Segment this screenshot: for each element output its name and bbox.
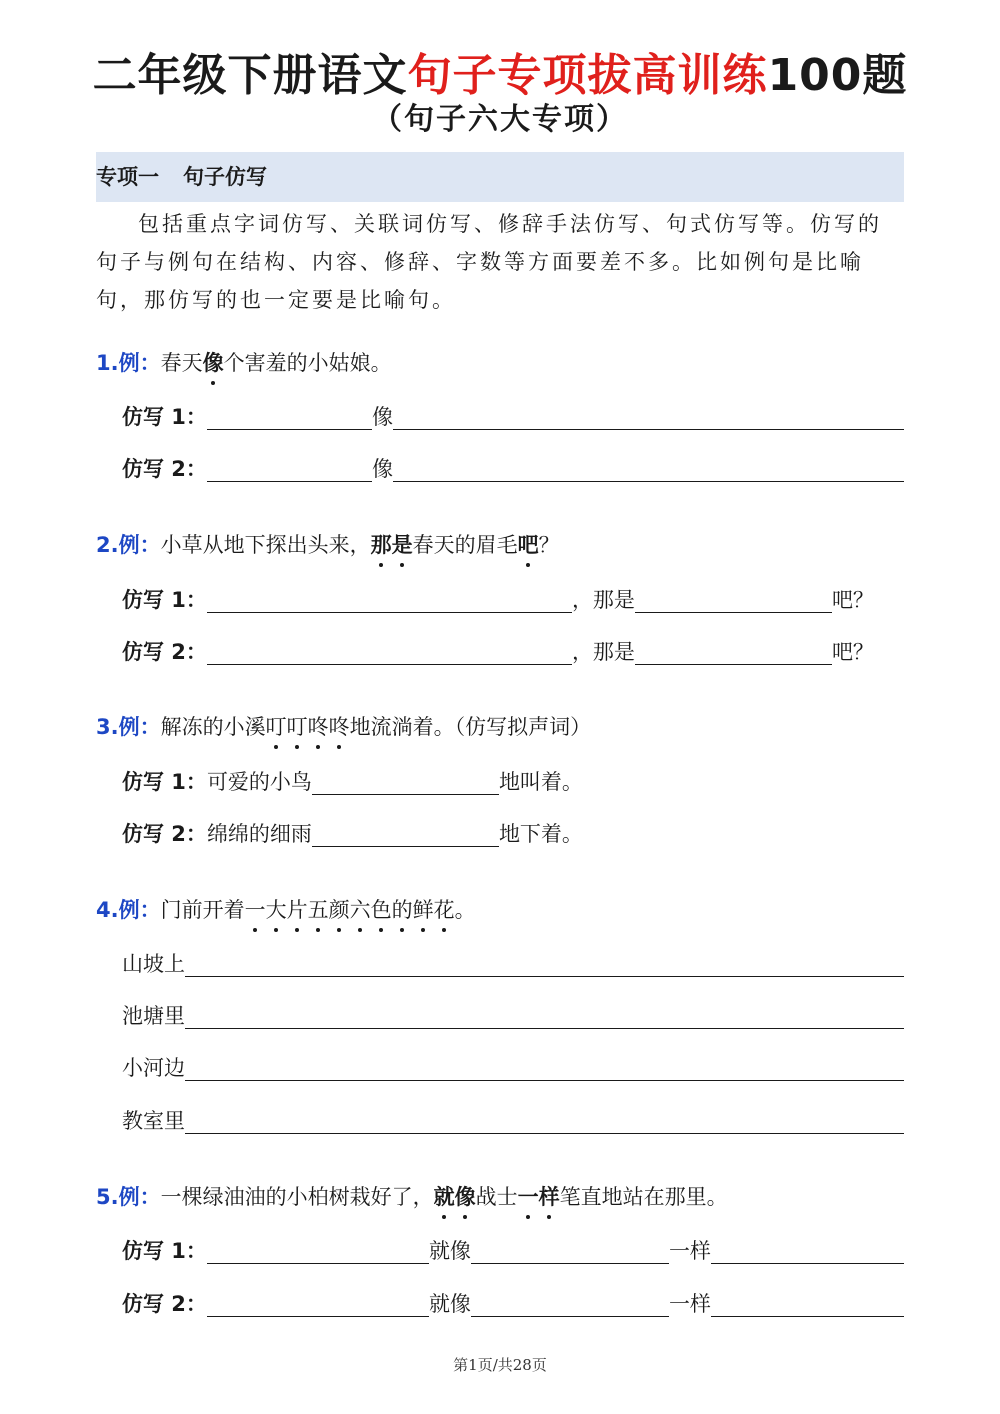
example-text: 小草从地下探出头来，: [160, 533, 371, 557]
question-5-answer-2: [122, 1287, 904, 1321]
question-number: 5.: [96, 1185, 119, 1209]
question-number: 2.: [96, 533, 119, 557]
answer-blank[interactable]: [471, 1237, 669, 1264]
question-2-answer-1: [122, 583, 904, 617]
answer-label: 仿写 1：: [122, 1239, 207, 1263]
question-3-answer-1: [122, 765, 904, 799]
example-text: 。: [454, 898, 476, 922]
section-name: 句子仿写: [183, 165, 267, 189]
answer-connector: 就像: [428, 1292, 471, 1316]
answer-connector: 吧？: [831, 640, 874, 664]
answer-prefix: 池塘里: [122, 1004, 185, 1028]
answer-label: 仿写 2：: [122, 1292, 207, 1316]
example-text: 春天的眉毛: [412, 533, 518, 557]
question-number: 3.: [96, 715, 119, 739]
dotted-char: 颜: [329, 893, 350, 927]
answer-suffix: 地叫着。: [498, 770, 583, 794]
example-label: 例：: [118, 715, 161, 739]
emphasis-word: 样: [539, 1180, 560, 1214]
question-4-example: [96, 893, 904, 927]
answer-blank[interactable]: [185, 1107, 904, 1134]
question-2-example: [96, 528, 904, 562]
title-part-2: 句子专项拔高训练: [407, 50, 768, 101]
answer-label: 仿写 2：: [122, 640, 207, 664]
example-text: 地流淌着。（仿写拟声词）: [349, 715, 592, 739]
answer-prefix: 山坡上: [122, 952, 185, 976]
question-1-answer-1: [122, 400, 904, 434]
dotted-char: 的: [392, 893, 413, 927]
example-label: 例：: [118, 1185, 161, 1209]
question-4-answer-4: [122, 1104, 904, 1138]
example-label: 例：: [118, 351, 161, 375]
dotted-char: 五: [308, 893, 329, 927]
answer-prefix: 小河边: [122, 1056, 185, 1080]
answer-prefix: 教室里: [122, 1109, 185, 1133]
question-4-answer-2: [122, 999, 904, 1033]
question-2-answer-2: [122, 635, 904, 669]
answer-prefix: 可爱的小鸟: [206, 770, 312, 794]
dotted-char: 一: [245, 893, 266, 927]
emphasis-word: 吧: [518, 528, 539, 562]
dotted-char: 片: [287, 893, 308, 927]
answer-blank[interactable]: [471, 1290, 669, 1317]
title-part-3: 100题: [767, 50, 908, 101]
example-label: 例：: [118, 898, 161, 922]
answer-label: 仿写 1：: [122, 588, 207, 612]
emphasis-word: 像: [203, 346, 224, 380]
dotted-char: 叮: [266, 710, 287, 744]
section-label: 专项一: [96, 165, 159, 189]
answer-connector: ，那是: [571, 588, 635, 612]
question-4-answer-3: [122, 1051, 904, 1085]
page-subtitle: （句子六大专项）: [372, 102, 628, 137]
question-1-example: [96, 346, 904, 380]
page-footer: 第1页/共28页: [453, 1356, 547, 1374]
dotted-char: 叮: [287, 710, 308, 744]
dotted-char: 咚: [308, 710, 329, 744]
example-text: 解冻的小溪: [160, 715, 266, 739]
dotted-char: 咚: [329, 710, 350, 744]
example-text: 个害羞的小姑娘。: [223, 351, 392, 375]
example-text: 笔直地站在那里。: [559, 1185, 728, 1209]
answer-connector: 一样: [668, 1239, 711, 1263]
question-5-example: [96, 1180, 904, 1214]
example-text: 战士: [475, 1185, 518, 1209]
answer-blank[interactable]: [207, 638, 572, 665]
answer-connector: 像: [371, 457, 393, 481]
answer-blank[interactable]: [207, 1237, 429, 1264]
question-3-answer-2: [122, 817, 904, 851]
emphasis-word: 就: [434, 1180, 455, 1214]
dotted-char: 鲜: [413, 893, 434, 927]
answer-blank[interactable]: [635, 586, 832, 613]
answer-blank[interactable]: [207, 586, 572, 613]
emphasis-word: 那: [371, 528, 392, 562]
answer-blank[interactable]: [393, 403, 904, 430]
emphasis-word: 是: [392, 528, 413, 562]
answer-connector: ，那是: [571, 640, 635, 664]
emphasis-word: 一: [518, 1180, 539, 1214]
section-intro: 包括重点字词仿写、关联词仿写、修辞手法仿写、句式仿写等。仿写的句子与例句在结构、内容、修辞、字数等方面要差不多。比如例句是比喻句，那仿写的也一定要是比喻句。: [96, 212, 882, 312]
question-3-example: [96, 710, 904, 744]
question-4-answer-1: [122, 947, 904, 981]
answer-connector: 一样: [668, 1292, 711, 1316]
question-number: 4.: [96, 898, 119, 922]
answer-connector: 像: [371, 405, 393, 429]
answer-blank[interactable]: [312, 768, 499, 795]
answer-prefix: 绵绵的细雨: [206, 822, 312, 846]
answer-label: 仿写 1：: [122, 770, 207, 794]
answer-blank[interactable]: [207, 403, 372, 430]
question-number: 1.: [96, 351, 119, 375]
answer-blank[interactable]: [711, 1290, 904, 1317]
question-5-answer-1: [122, 1234, 904, 1268]
answer-label: 仿写 1：: [122, 405, 207, 429]
answer-connector: 吧？: [831, 588, 874, 612]
answer-blank[interactable]: [185, 950, 904, 977]
answer-blank[interactable]: [635, 638, 832, 665]
dotted-char: 大: [266, 893, 287, 927]
answer-blank[interactable]: [711, 1237, 904, 1264]
section-heading: [96, 152, 904, 202]
answer-blank[interactable]: [207, 455, 372, 482]
title-part-1: 二年级下册语文: [92, 50, 408, 101]
answer-blank[interactable]: [207, 1290, 429, 1317]
example-label: 例：: [118, 533, 161, 557]
example-text: 一棵绿油油的小柏树栽好了，: [160, 1185, 434, 1209]
answer-suffix: 地下着。: [498, 822, 583, 846]
answer-blank[interactable]: [393, 455, 904, 482]
answer-connector: 就像: [428, 1239, 471, 1263]
answer-blank[interactable]: [185, 1002, 904, 1029]
page-title: [0, 48, 1000, 104]
answer-blank[interactable]: [185, 1054, 904, 1081]
emphasis-word: 像: [455, 1180, 476, 1214]
example-text: ？: [538, 533, 560, 557]
dotted-char: 花: [434, 893, 455, 927]
answer-blank[interactable]: [312, 820, 499, 847]
answer-label: 仿写 2：: [122, 457, 207, 481]
answer-label: 仿写 2：: [122, 822, 207, 846]
dotted-char: 色: [371, 893, 392, 927]
question-1-answer-2: [122, 452, 904, 486]
example-text: 春天: [160, 351, 203, 375]
dotted-char: 六: [350, 893, 371, 927]
example-text: 门前开着: [160, 898, 245, 922]
